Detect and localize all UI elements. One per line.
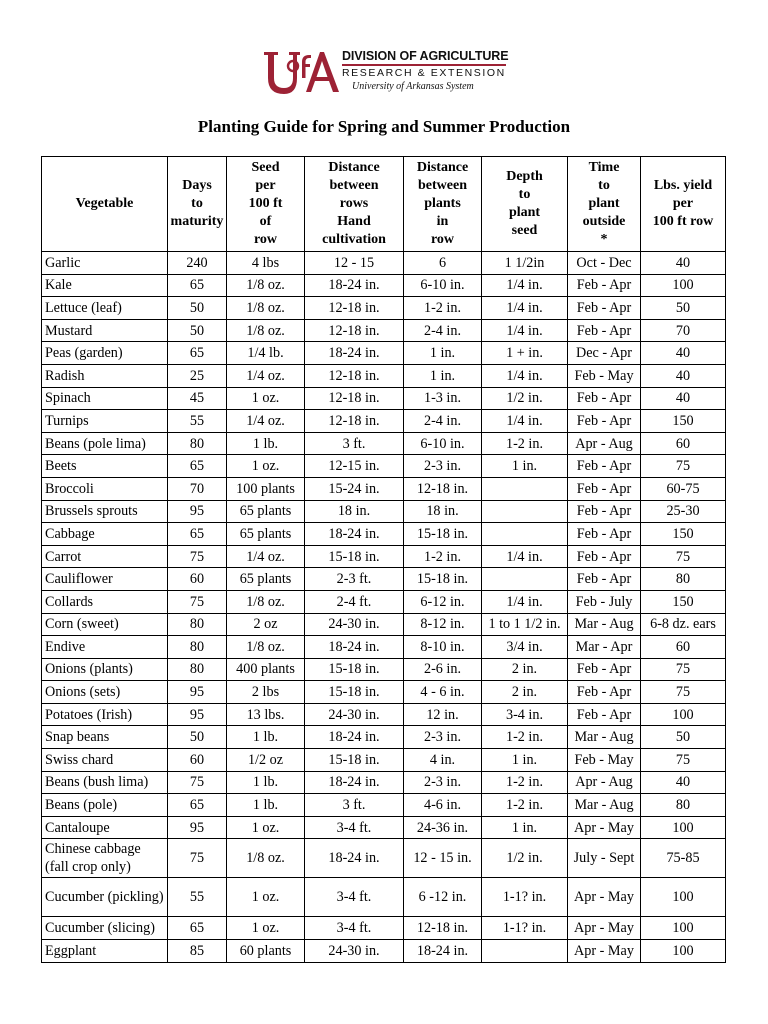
table-cell: 2-6 in. (404, 658, 482, 681)
table-cell: 1/4 in. (482, 319, 568, 342)
table-cell: 24-30 in. (305, 613, 404, 636)
table-cell: 1 oz. (227, 878, 305, 917)
table-cell: 12-18 in. (305, 387, 404, 410)
table-cell: 1 oz. (227, 455, 305, 478)
table-cell: 24-30 in. (305, 940, 404, 963)
table-cell: 15-24 in. (305, 477, 404, 500)
table-cell: 18-24 in. (305, 523, 404, 546)
table-cell: 12-18 in. (404, 917, 482, 940)
table-cell: 100 (641, 816, 726, 839)
column-header: Lbs. yield per 100 ft row (641, 157, 726, 252)
table-cell: 12-15 in. (305, 455, 404, 478)
table-cell: 100 (641, 703, 726, 726)
table-row (42, 364, 726, 387)
table-cell: 3 ft. (305, 432, 404, 455)
table-cell (482, 500, 568, 523)
table-cell: 95 (168, 703, 227, 726)
table-cell: 80 (168, 613, 227, 636)
vegetable-cell: Snap beans (42, 726, 168, 749)
column-header: Distance between rows Hand cultivation (305, 157, 404, 252)
table-cell: Mar - Aug (568, 726, 641, 749)
table-cell: Feb - Apr (568, 658, 641, 681)
table-cell: 12-18 in. (305, 364, 404, 387)
table-cell (482, 568, 568, 591)
table-cell: Apr - Aug (568, 432, 641, 455)
table-cell: 1/4 in. (482, 297, 568, 320)
vegetable-cell: Beets (42, 455, 168, 478)
table-cell: 2-4 ft. (305, 590, 404, 613)
vegetable-cell: Beans (bush lima) (42, 771, 168, 794)
table-cell: 80 (641, 568, 726, 591)
table-row (42, 636, 726, 659)
table-cell (482, 477, 568, 500)
table-header-row (42, 157, 726, 252)
table-cell: 1/2 in. (482, 387, 568, 410)
table-cell: Feb - Apr (568, 410, 641, 433)
table-cell: 40 (641, 364, 726, 387)
column-header: Time to plant outside * (568, 157, 641, 252)
table-cell: 13 lbs. (227, 703, 305, 726)
table-cell: Feb - Apr (568, 319, 641, 342)
table-cell: 1/4 lb. (227, 342, 305, 365)
table-cell: 18-24 in. (305, 839, 404, 878)
table-cell: 6 (404, 252, 482, 275)
vegetable-cell: Garlic (42, 252, 168, 275)
table-cell: Apr - May (568, 940, 641, 963)
table-cell: 1-3 in. (404, 387, 482, 410)
table-cell: 80 (168, 432, 227, 455)
table-cell: 18-24 in. (305, 726, 404, 749)
vegetable-cell: Beans (pole) (42, 794, 168, 817)
table-row (42, 749, 726, 772)
table-cell: 55 (168, 878, 227, 917)
table-cell: 1-1? in. (482, 878, 568, 917)
vegetable-cell: Onions (plants) (42, 658, 168, 681)
table-cell: 75 (641, 658, 726, 681)
table-cell (482, 940, 568, 963)
table-cell: 1 in. (404, 342, 482, 365)
table-cell: 65 (168, 917, 227, 940)
table-cell: 70 (641, 319, 726, 342)
table-row (42, 816, 726, 839)
vegetable-cell: Cucumber (pickling) (42, 878, 168, 917)
table-cell: 65 plants (227, 500, 305, 523)
column-header: Days to maturity (168, 157, 227, 252)
table-row (42, 613, 726, 636)
column-header: Vegetable (42, 157, 168, 252)
table-cell: 40 (641, 771, 726, 794)
table-cell: 60 (641, 636, 726, 659)
table-row (42, 297, 726, 320)
table-cell: 1/8 oz. (227, 839, 305, 878)
table-cell: 12 - 15 (305, 252, 404, 275)
table-cell: 1/4 in. (482, 410, 568, 433)
table-cell: 1 oz. (227, 917, 305, 940)
table-cell: 2 in. (482, 681, 568, 704)
table-cell: 1 in. (482, 455, 568, 478)
vegetable-cell: Eggplant (42, 940, 168, 963)
vegetable-cell: Radish (42, 364, 168, 387)
table-cell: 65 (168, 342, 227, 365)
table-cell: 18-24 in. (305, 636, 404, 659)
vegetable-cell: Onions (sets) (42, 681, 168, 704)
table-row (42, 917, 726, 940)
table-cell: 3-4 in. (482, 703, 568, 726)
table-cell: 100 (641, 274, 726, 297)
table-row (42, 252, 726, 275)
table-cell: Mar - Apr (568, 636, 641, 659)
table-cell: 18-24 in. (404, 940, 482, 963)
vegetable-cell: Potatoes (Irish) (42, 703, 168, 726)
table-row (42, 274, 726, 297)
table-row (42, 568, 726, 591)
table-row (42, 523, 726, 546)
table-cell: 4 in. (404, 749, 482, 772)
column-header: Depth to plant seed (482, 157, 568, 252)
table-cell: 2-3 ft. (305, 568, 404, 591)
column-header: Distance between plants in row (404, 157, 482, 252)
table-cell: 4-6 in. (404, 794, 482, 817)
table-cell: 1-2 in. (482, 794, 568, 817)
vegetable-cell: Cucumber (slicing) (42, 917, 168, 940)
table-cell: 1-2 in. (482, 771, 568, 794)
table-cell: 100 (641, 917, 726, 940)
table-cell: 75 (641, 681, 726, 704)
table-cell: 1 lb. (227, 432, 305, 455)
vegetable-cell: Mustard (42, 319, 168, 342)
table-cell: Feb - Apr (568, 523, 641, 546)
table-cell: 1-2 in. (404, 297, 482, 320)
table-cell: Feb - Apr (568, 455, 641, 478)
table-cell: 6-10 in. (404, 432, 482, 455)
table-cell: 6 -12 in. (404, 878, 482, 917)
table-cell: 1 lb. (227, 794, 305, 817)
table-cell: 12 - 15 in. (404, 839, 482, 878)
planting-guide-table (41, 156, 726, 963)
table-cell: 3/4 in. (482, 636, 568, 659)
table-row (42, 839, 726, 878)
vegetable-cell: Cabbage (42, 523, 168, 546)
table-row (42, 545, 726, 568)
table-row (42, 455, 726, 478)
table-cell: Feb - Apr (568, 545, 641, 568)
table-cell: 65 (168, 794, 227, 817)
table-cell: 40 (641, 342, 726, 365)
table-cell: Feb - Apr (568, 477, 641, 500)
table-cell: 1/4 in. (482, 545, 568, 568)
table-cell: Dec - Apr (568, 342, 641, 365)
table-cell: 18 in. (404, 500, 482, 523)
table-cell: 1 to 1 1/2 in. (482, 613, 568, 636)
column-header: Seed per 100 ft of row (227, 157, 305, 252)
vegetable-cell: Carrot (42, 545, 168, 568)
table-cell: 65 plants (227, 523, 305, 546)
table-cell: Apr - May (568, 878, 641, 917)
table-cell: 25 (168, 364, 227, 387)
table-cell: 1/4 oz. (227, 545, 305, 568)
table-cell: 150 (641, 590, 726, 613)
table-cell: 50 (168, 297, 227, 320)
table-row (42, 771, 726, 794)
table-row (42, 726, 726, 749)
table-cell: 1/4 oz. (227, 364, 305, 387)
table-cell: Feb - Apr (568, 500, 641, 523)
division-label: DIVISION OF AGRICULTURE (342, 49, 509, 63)
table-cell: 1 in. (482, 749, 568, 772)
table-row (42, 410, 726, 433)
table-cell: 2-3 in. (404, 455, 482, 478)
table-cell: Apr - Aug (568, 771, 641, 794)
table-cell: 15-18 in. (305, 545, 404, 568)
table-cell: 80 (641, 794, 726, 817)
vegetable-cell: Corn (sweet) (42, 613, 168, 636)
table-cell: 12-18 in. (305, 319, 404, 342)
table-cell: 15-18 in. (305, 681, 404, 704)
table-cell: 2-3 in. (404, 726, 482, 749)
table-cell: 6-10 in. (404, 274, 482, 297)
table-cell: 12 in. (404, 703, 482, 726)
table-cell: 95 (168, 500, 227, 523)
table-cell: 45 (168, 387, 227, 410)
table-cell: Mar - Aug (568, 613, 641, 636)
vegetable-cell: Cantaloupe (42, 816, 168, 839)
table-cell: 1 lb. (227, 771, 305, 794)
table-cell: 65 plants (227, 568, 305, 591)
table-cell: 1/4 in. (482, 590, 568, 613)
table-cell: 75 (168, 839, 227, 878)
table-cell: Apr - May (568, 816, 641, 839)
table-cell: 2 lbs (227, 681, 305, 704)
table-row (42, 878, 726, 917)
table-cell: 50 (168, 726, 227, 749)
table-cell: Feb - Apr (568, 274, 641, 297)
table-cell: 1-2 in. (482, 726, 568, 749)
table-cell: 60 plants (227, 940, 305, 963)
vegetable-cell: Beans (pole lima) (42, 432, 168, 455)
table-cell: 50 (168, 319, 227, 342)
table-cell: 150 (641, 523, 726, 546)
table-cell: 55 (168, 410, 227, 433)
table-row (42, 703, 726, 726)
table-row (42, 477, 726, 500)
table-cell: 1-2 in. (482, 432, 568, 455)
table-cell: 50 (641, 726, 726, 749)
table-cell: 1 in. (482, 816, 568, 839)
table-cell: 12-18 in. (305, 410, 404, 433)
table-cell: 1/2 in. (482, 839, 568, 878)
table-cell: 1/8 oz. (227, 590, 305, 613)
uofa-logo-mark-icon (262, 48, 342, 96)
table-cell: 1/4 in. (482, 274, 568, 297)
table-cell: 400 plants (227, 658, 305, 681)
table-cell: 75 (168, 545, 227, 568)
table-cell (482, 523, 568, 546)
table-row (42, 500, 726, 523)
table-cell: 2-4 in. (404, 319, 482, 342)
table-cell: 75 (168, 590, 227, 613)
table-cell: 40 (641, 387, 726, 410)
vegetable-cell: Chinese cabbage (fall crop only) (42, 839, 168, 878)
table-body (42, 252, 726, 963)
table-cell: 60 (168, 568, 227, 591)
table-cell: 1/8 oz. (227, 274, 305, 297)
table-cell: 1/8 oz. (227, 297, 305, 320)
table-cell: 1 1/2in (482, 252, 568, 275)
table-row (42, 681, 726, 704)
vegetable-cell: Lettuce (leaf) (42, 297, 168, 320)
vegetable-cell: Turnips (42, 410, 168, 433)
table-cell: 75 (641, 455, 726, 478)
table-cell: 1/8 oz. (227, 636, 305, 659)
vegetable-cell: Broccoli (42, 477, 168, 500)
table-cell: 1/8 oz. (227, 319, 305, 342)
table-cell: 24-30 in. (305, 703, 404, 726)
table-cell: 25-30 (641, 500, 726, 523)
table-row (42, 940, 726, 963)
table-cell: 150 (641, 410, 726, 433)
table-cell: 18-24 in. (305, 771, 404, 794)
table-cell: 4 - 6 in. (404, 681, 482, 704)
table-row (42, 658, 726, 681)
table-cell: 70 (168, 477, 227, 500)
page-title: Planting Guide for Spring and Summer Production (197, 117, 571, 136)
table-cell: 24-36 in. (404, 816, 482, 839)
table-cell: 6-8 dz. ears (641, 613, 726, 636)
table-cell: 3-4 ft. (305, 816, 404, 839)
table-cell: 100 (641, 940, 726, 963)
vegetable-cell: Endive (42, 636, 168, 659)
table-cell: 1 lb. (227, 726, 305, 749)
table-row (42, 342, 726, 365)
table-cell: July - Sept (568, 839, 641, 878)
table-cell: 1-2 in. (404, 545, 482, 568)
table-cell: Feb - Apr (568, 387, 641, 410)
table-cell: 3-4 ft. (305, 917, 404, 940)
table-cell: 75 (641, 749, 726, 772)
table-cell: 18 in. (305, 500, 404, 523)
table-cell: 60 (641, 432, 726, 455)
table-cell: 15-18 in. (404, 568, 482, 591)
table-cell: 4 lbs (227, 252, 305, 275)
table-cell: 50 (641, 297, 726, 320)
table-cell: Feb - May (568, 364, 641, 387)
table-row (42, 590, 726, 613)
logo-divider (342, 64, 506, 66)
table-cell: 75 (168, 771, 227, 794)
table-cell: 1/4 in. (482, 364, 568, 387)
uofa-logo (262, 48, 512, 98)
table-cell: 75-85 (641, 839, 726, 878)
table-cell: 2 in. (482, 658, 568, 681)
table-cell: 8-10 in. (404, 636, 482, 659)
table-cell: 18-24 in. (305, 274, 404, 297)
table-row (42, 794, 726, 817)
table-cell: Mar - Aug (568, 794, 641, 817)
table-cell: 1 oz. (227, 387, 305, 410)
vegetable-cell: Collards (42, 590, 168, 613)
table-cell: 1 oz. (227, 816, 305, 839)
table-cell: 60 (168, 749, 227, 772)
table-cell: 95 (168, 816, 227, 839)
vegetable-cell: Brussels sprouts (42, 500, 168, 523)
table-cell: Feb - Apr (568, 568, 641, 591)
table-cell: Feb - July (568, 590, 641, 613)
vegetable-cell: Peas (garden) (42, 342, 168, 365)
table-cell: 12-18 in. (404, 477, 482, 500)
table-row (42, 319, 726, 342)
table-cell: 95 (168, 681, 227, 704)
table-cell: 80 (168, 636, 227, 659)
vegetable-cell: Kale (42, 274, 168, 297)
table-cell: 240 (168, 252, 227, 275)
table-cell: 65 (168, 523, 227, 546)
table-cell: 80 (168, 658, 227, 681)
table-cell: 75 (641, 545, 726, 568)
table-cell: 100 (641, 878, 726, 917)
vegetable-cell: Swiss chard (42, 749, 168, 772)
table-cell: 40 (641, 252, 726, 275)
table-cell: 15-18 in. (305, 658, 404, 681)
table-cell: 2-3 in. (404, 771, 482, 794)
table-cell: 15-18 in. (305, 749, 404, 772)
research-extension-label: RESEARCH & EXTENSION (342, 67, 506, 79)
table-cell: 1 in. (404, 364, 482, 387)
table-cell: 60-75 (641, 477, 726, 500)
table-row (42, 387, 726, 410)
university-system-label: University of Arkansas System (352, 81, 474, 92)
table-cell: 1 + in. (482, 342, 568, 365)
table-cell: 65 (168, 274, 227, 297)
table-cell: Feb - Apr (568, 297, 641, 320)
table-cell: 15-18 in. (404, 523, 482, 546)
table-cell: Feb - Apr (568, 703, 641, 726)
table-cell: 65 (168, 455, 227, 478)
table-cell: Feb - Apr (568, 681, 641, 704)
table-cell: 18-24 in. (305, 342, 404, 365)
table-cell: 1/2 oz (227, 749, 305, 772)
table-cell: 1/4 oz. (227, 410, 305, 433)
table-cell: Apr - May (568, 917, 641, 940)
table-row (42, 432, 726, 455)
table-cell: 8-12 in. (404, 613, 482, 636)
table-cell: 2 oz (227, 613, 305, 636)
table-cell: 1-1? in. (482, 917, 568, 940)
table-cell: Oct - Dec (568, 252, 641, 275)
table-cell: 12-18 in. (305, 297, 404, 320)
vegetable-cell: Spinach (42, 387, 168, 410)
table-cell: 2-4 in. (404, 410, 482, 433)
table-cell: 6-12 in. (404, 590, 482, 613)
vegetable-cell: Cauliflower (42, 568, 168, 591)
table-cell: Feb - May (568, 749, 641, 772)
table-cell: 85 (168, 940, 227, 963)
table-cell: 100 plants (227, 477, 305, 500)
table-cell: 3-4 ft. (305, 878, 404, 917)
table-cell: 3 ft. (305, 794, 404, 817)
